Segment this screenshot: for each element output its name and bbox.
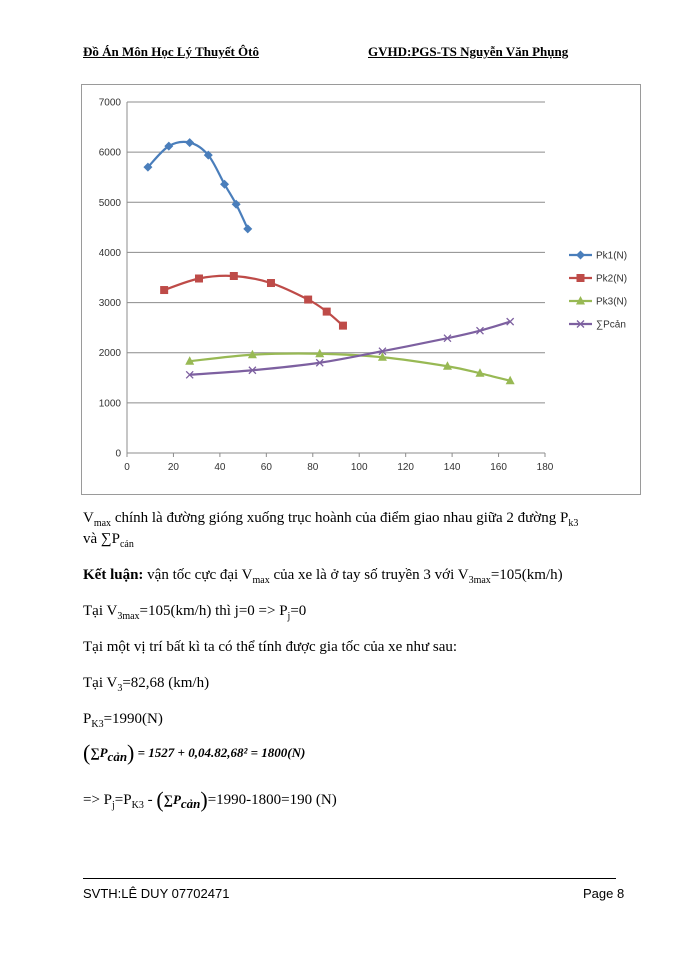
equation-pj-result: => $P_j=P_{K3} - (\sum P_{cản})=1990-1800=190$ (N) — [83, 787, 337, 812]
legend-marker-2 — [577, 274, 585, 282]
paragraph-conclusion: Kết luận: vận tốc cực đại $V_{max}$ của xe là ở tay số truyền 3 với $V_{3max}=105(km/h)$ — [83, 567, 563, 586]
footer-divider — [83, 878, 616, 879]
legend-label-1: Pk1(N) — [596, 250, 628, 262]
legend-marker-1 — [576, 251, 585, 260]
legend-label-2: Pk2(N) — [596, 273, 628, 285]
footer-student: SVTH:LÊ DUY 07702471 — [83, 886, 230, 901]
paragraph-vmax-definition: $V_{max}$ chính là đường gióng xuống trục hoành của điểm giao nhau giữa 2 đường $P_{k3}$ — [83, 510, 579, 529]
y-tick-label: 6000 — [98, 147, 121, 159]
header-course-title: Đồ Án Môn Học Lý Thuyết Ôtô — [83, 44, 259, 59]
x-tick-label: 180 — [536, 462, 554, 473]
y-tick-label: 7000 — [98, 97, 121, 109]
y-tick-label: 2000 — [98, 348, 121, 360]
y-tick-label: 5000 — [98, 197, 121, 209]
paragraph-acceleration-intro: Tại một vị trí bất kì ta có thể tính được gia tốc của xe như sau: — [83, 639, 458, 655]
x-tick-label: 60 — [260, 462, 272, 473]
chart-svg — [82, 85, 640, 494]
series-2-point — [230, 272, 238, 280]
legend-label-4: ∑Pcản — [596, 319, 626, 331]
paragraph-speed-value: Tại $V_3=82,68$ (km/h) — [83, 675, 210, 694]
x-tick-label: 0 — [124, 462, 130, 473]
x-tick-label: 140 — [443, 462, 461, 473]
x-tick-label: 160 — [490, 462, 507, 473]
x-tick-label: 100 — [350, 462, 368, 473]
y-tick-label: 1000 — [98, 398, 121, 410]
y-tick-label: 0 — [115, 448, 121, 460]
series-1-point — [185, 138, 194, 147]
series-2-point — [267, 279, 275, 287]
y-tick-label: 3000 — [98, 298, 121, 310]
header-instructor: GVHD:PGS-TS Nguyễn Văn Phụng — [368, 44, 569, 59]
series-2-point — [304, 296, 312, 304]
x-tick-label: 120 — [397, 462, 415, 473]
paragraph-vmax-definition-cont: và $\sum P_{cản}$ — [83, 531, 134, 550]
x-tick-label: 80 — [307, 462, 319, 473]
x-tick-label: 40 — [214, 462, 226, 473]
equation-total-resistance: $(\sum P_{cản}) = 1527 + 0,04.82,68^2 = 1800(N)$ — [83, 740, 306, 765]
series-1-point — [243, 224, 252, 233]
series-2-point — [195, 275, 203, 283]
x-tick-label: 20 — [167, 462, 180, 473]
y-tick-label: 4000 — [98, 247, 121, 259]
paragraph-acceleration-zero: Tại $V_{3max}=105(km/h)$ thì $j=0 => P_j=0$ — [83, 603, 307, 622]
series-2-point — [339, 322, 347, 330]
paragraph-pk3-value: $P_{K3}=1990(N)$ — [83, 711, 163, 730]
series-1-point — [220, 180, 229, 189]
footer-page-number: Page 8 — [583, 886, 625, 901]
series-2-point — [323, 308, 331, 316]
series-line-2 — [164, 276, 343, 326]
series-line-4 — [190, 322, 510, 375]
series-line-1 — [148, 142, 248, 229]
series-1-point — [232, 200, 241, 209]
force-speed-chart — [81, 84, 641, 495]
legend-label-3: Pk3(N) — [596, 296, 628, 308]
series-2-point — [160, 286, 168, 294]
